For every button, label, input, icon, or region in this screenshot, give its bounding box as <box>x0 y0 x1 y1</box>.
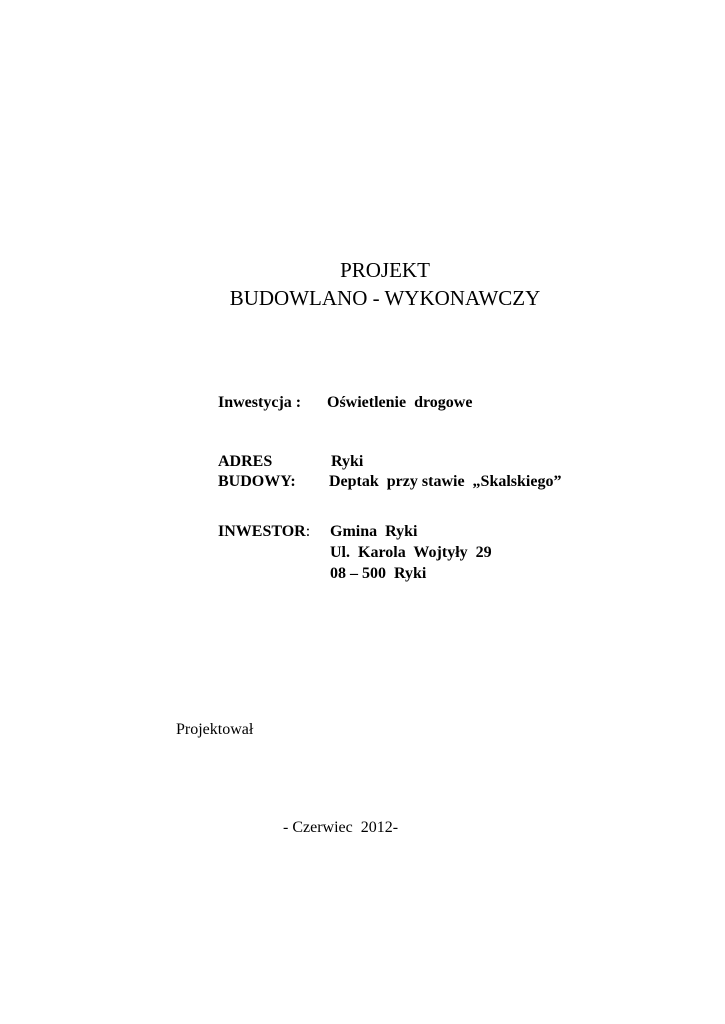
investor-label-text: INWESTOR <box>218 523 306 540</box>
investor-label <box>218 522 310 542</box>
investor-line1: Gmina Ryki <box>330 523 418 540</box>
document-subtitle: BUDOWLANO - WYKONAWCZY <box>229 286 541 310</box>
document-title: PROJEKT <box>340 258 430 282</box>
investment-label: Inwestycja : <box>218 394 302 411</box>
investment-value: Oświetlenie drogowe <box>327 394 473 411</box>
address-value-line2: Deptak przy stawie „Skalskiego” <box>329 473 562 490</box>
document-date: - Czerwiec 2012- <box>283 819 399 836</box>
designer-label: Projektował <box>176 721 254 738</box>
address-label-line1: ADRES <box>218 453 273 470</box>
investor-line3: 08 – 500 Ryki <box>330 565 427 582</box>
address-value-line1: Ryki <box>331 453 364 470</box>
investor-label-colon: : <box>305 523 311 540</box>
investor-line2: Ul. Karola Wojtyły 29 <box>330 544 492 561</box>
address-label-line2: BUDOWY: <box>218 473 296 490</box>
